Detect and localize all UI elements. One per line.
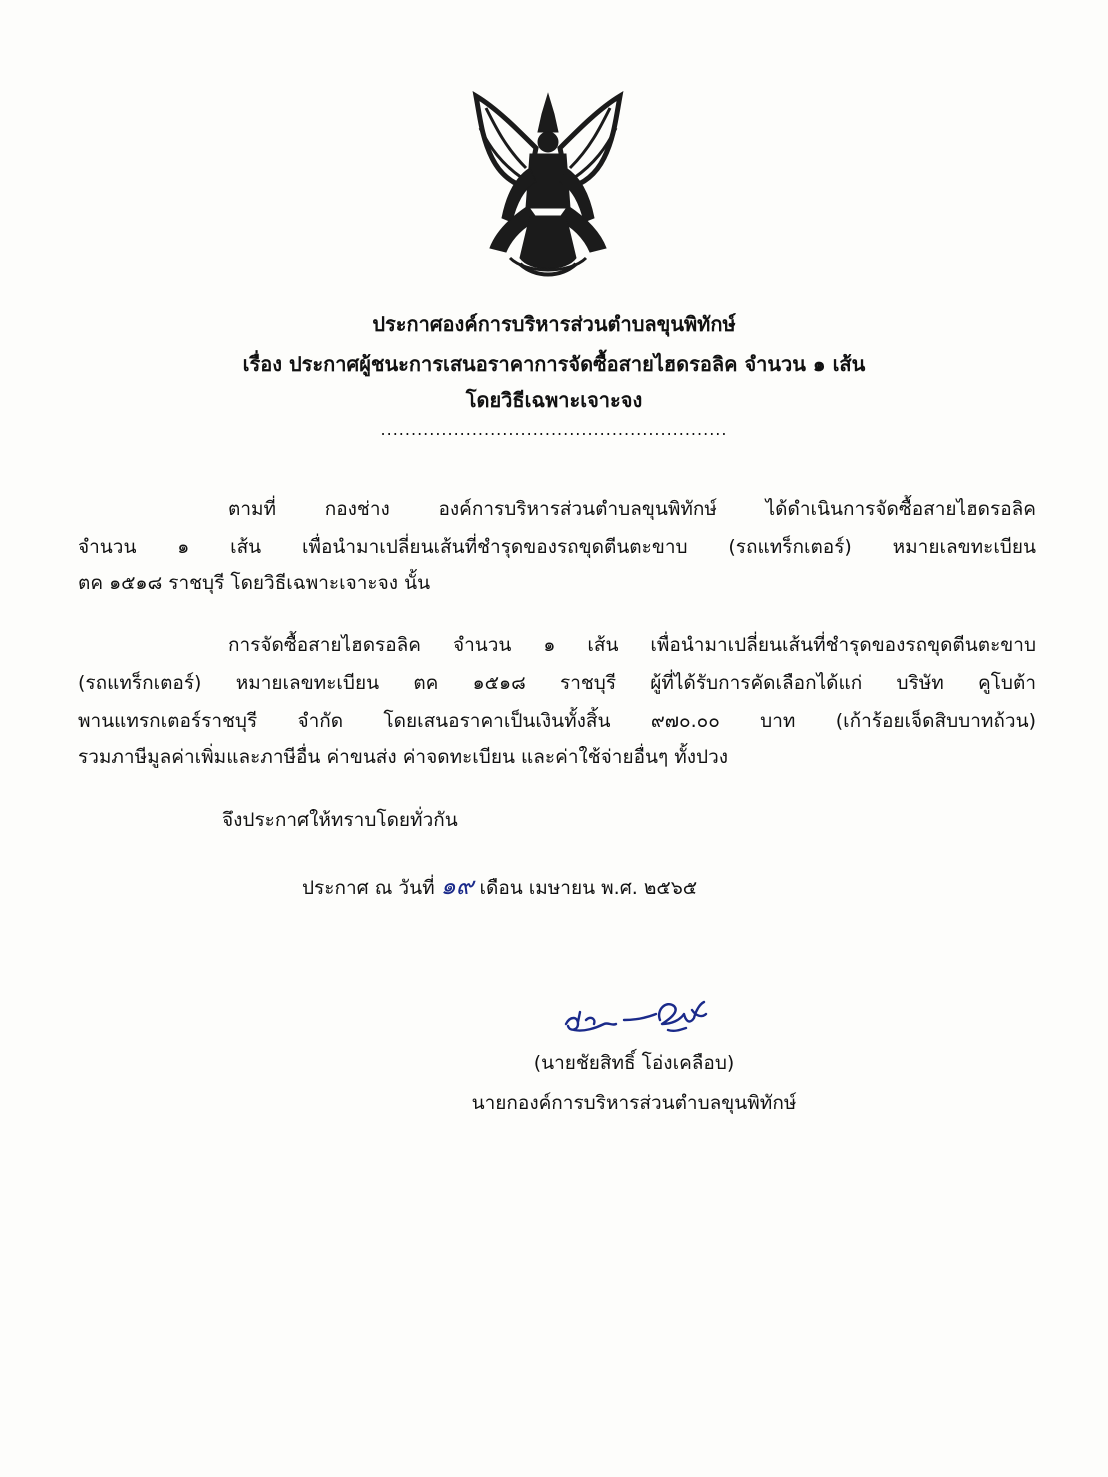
announcement-date [302, 866, 697, 905]
date-prefix: ประกาศ ณ วันที่ [302, 877, 441, 899]
announcement-subject: เรื่อง ประกาศผู้ชนะการเสนอราคาการจัดซื้อสายไฮดรอลิค จำนวน ๑ เส้น [242, 352, 866, 376]
paragraph-2-line-1: การจัดซื้อสายไฮดรอลิค จำนวน ๑ เส้น เพื่อนำมาเปลี่ยนเส้นที่ชำรุดของรถขุดตีนตะขาบ [228, 634, 1036, 656]
paragraph-3: จึงประกาศให้ทราบโดยทั่วกัน [222, 809, 458, 831]
paragraph-1-line-1: ตามที่ กองช่าง องค์การบริหารส่วนตำบลขุนพิทักษ์ ได้ดำเนินการจัดซื้อสายไฮดรอลิค [228, 498, 1036, 520]
paragraph-1-line-2: จำนวน ๑ เส้น เพื่อนำมาเปลี่ยนเส้นที่ชำรุดของรถขุดตีนตะขาบ (รถแทร็กเตอร์) หมายเลขทะเบียน [78, 536, 1036, 558]
date-day-handwritten: ๑๙ [440, 872, 474, 900]
title-divider: ......................................................... [380, 420, 728, 439]
garuda-emblem [466, 88, 630, 280]
paragraph-2-line-3: พานแทรกเตอร์ราชบุรี จำกัด โดยเสนอราคาเป็นเงินทั้งสิ้น ๙๗๐.๐๐ บาท (เก้าร้อยเจ็ดสิบบาทถ้วน) [78, 710, 1036, 732]
paragraph-1-line-3: ตค ๑๕๑๘ ราชบุรี โดยวิธีเฉพาะเจาะจง นั้น [78, 572, 431, 594]
announcement-method: โดยวิธีเฉพาะเจาะจง [465, 388, 643, 412]
signatory-name: (นายชัยสิทธิ์ โอ่งเคลือบ) [533, 1052, 735, 1074]
announcement-title: ประกาศองค์การบริหารส่วนตำบลขุนพิทักษ์ [372, 312, 736, 336]
paragraph-2-line-2: (รถแทร็กเตอร์) หมายเลขทะเบียน ตค ๑๕๑๘ ราชบุรี ผู้ที่ได้รับการคัดเลือกได้แก่ บริษัท คูโบต้า [78, 672, 1036, 694]
handwritten-signature [556, 990, 716, 1050]
signatory-title: นายกองค์การบริหารส่วนตำบลขุนพิทักษ์ [471, 1092, 797, 1114]
paragraph-2-line-4: รวมภาษีมูลค่าเพิ่มและภาษีอื่น ค่าขนส่ง ค่าจดทะเบียน และค่าใช้จ่ายอื่นๆ ทั้งปวง [78, 746, 729, 768]
date-suffix: เดือน เมษายน พ.ศ. ๒๕๖๕ [473, 877, 698, 899]
